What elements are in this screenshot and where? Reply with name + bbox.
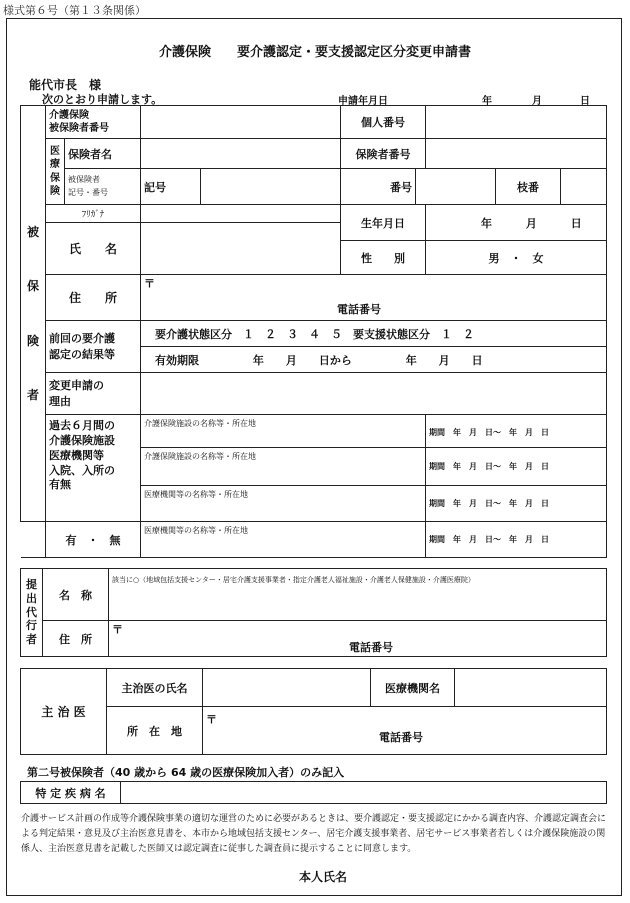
application-date-day: 日 [580,96,590,107]
insured-number-field[interactable] [141,106,341,139]
doctor-table [20,668,607,755]
number-label: 番号 [341,169,416,205]
agent-address-field[interactable]: 〒 電話番号 [109,621,607,657]
form-title: 介護保険 要介護認定・要支援認定区分変更申請書 [158,45,471,60]
insurer-number-field[interactable] [426,139,607,169]
agent-name-label: 名 称 [43,569,109,621]
agent-name-field[interactable]: 該当に○（地域包括支援センター・居宅介護支援事業者・指定介護老人福祉施設・介護老人保健施設・介護医療院） [109,569,607,621]
second-insured-heading: 第二号被保険者（40 歳から 64 歳の医療保険加入者）のみ記入 [27,766,345,779]
doctor-name-label: 主治医の氏名 [107,669,203,707]
sex-options[interactable]: 男 ・ 女 [426,241,607,275]
application-date-year: 年 [482,96,492,107]
symbol-label: 記号 [141,169,201,205]
insurer-number-label: 保険者番号 [341,139,426,169]
name-label: 氏 名 [46,223,141,275]
consent-text: 介護サービス計画の作成等介護保険事業の適切な運営のために必要があるときは、要介護認定・要支援認定にかかる調査内容、介護認定調査会による判定結果・意見及び主治医意見書を、本市から地域包括支援センター、居宅介護支援事業者、居宅サービス事業者若しくは介護保険施設の関係人、主治医意見書を記載した医師又は認定調査に従事した調査員に提示することに同意します。 [21,814,607,854]
doctor-section-label: 主 治 医 [21,669,107,755]
prev-result-label: 前回の要介護 認定の結果等 [46,321,141,373]
facility-period-3[interactable]: 期間 年 月 日～ 年 月 日 [426,486,607,522]
agent-table [20,568,607,657]
agent-section-label: 提 出 代 行 者 [21,569,43,657]
name-field[interactable] [141,223,341,275]
doctor-name-field[interactable] [203,669,371,707]
medical-insurance-label: 医 療 保 険 [46,139,65,205]
agent-address-label: 住 所 [43,621,109,657]
insured-section-label: 被 保 険 者 [21,106,46,522]
intro-text: 次のとおり申請します。 [42,93,163,106]
facility-period-1[interactable]: 期間 年 月 日～ 年 月 日 [426,415,607,448]
card-label: 被保険者 記号・番号 [65,169,141,205]
insurer-name-field[interactable] [141,139,341,169]
address-label: 住 所 [46,275,141,321]
personal-number-label: 個人番号 [341,106,426,139]
sex-label: 性 別 [341,241,426,275]
facility-period-4[interactable]: 期間 年 月 日～ 年 月 日 [426,522,607,558]
insured-table [20,105,607,558]
furigana-field[interactable] [141,205,341,223]
doctor-location-label: 所 在 地 [107,707,203,755]
doctor-location-field[interactable]: 〒 電話番号 [203,707,607,755]
institution-label: 医療機関名 [371,669,455,707]
disease-field[interactable] [121,782,607,804]
address-field[interactable]: 〒 電話番号 [141,275,607,321]
branch-label: 枝番 [496,169,561,205]
disease-table [20,781,607,804]
valid-period-field[interactable]: 有効期限 年 月 日から 年 月 日 [141,347,607,373]
furigana-label: ﾌﾘｶﾞﾅ [46,205,141,223]
facility-row-2[interactable]: 介護保険施設の名称等・所在地 [141,448,426,486]
signature-label: 本人氏名 [299,870,348,884]
form-number: 様式第６号（第１３条関係） [3,4,146,17]
addressee: 能代市長 様 [29,78,102,92]
number-field[interactable] [416,169,496,205]
disease-label: 特 定 疾 病 名 [21,782,121,804]
insurer-name-label: 保険者名 [65,139,141,169]
personal-number-field[interactable] [426,106,607,139]
branch-field[interactable] [561,169,607,205]
facility-row-1[interactable]: 介護保険施設の名称等・所在地 [141,415,426,448]
change-reason-field[interactable] [141,373,607,415]
change-reason-label: 変更申請の 理由 [46,373,141,415]
application-date-month: 月 [532,96,542,107]
facility-row-3[interactable]: 医療機関等の名称等・所在地 [141,486,426,522]
insured-number-label: 介護保険 被保険者番号 [46,106,141,139]
application-date-label: 申請年月日 [338,96,388,107]
birthdate-label: 生年月日 [341,205,426,241]
symbol-field[interactable] [201,169,341,205]
past-stay-label: 過去６月間の 介護保険施設 医療機関等 入院、入所の 有無 [46,415,141,522]
facility-row-4[interactable]: 医療機関等の名称等・所在地 [141,522,426,558]
birthdate-field[interactable]: 年 月 日 [426,205,607,241]
yes-no-options[interactable]: 有 ・ 無 [46,522,141,558]
care-level-field[interactable]: 要介護状態区分 １ ２ ３ ４ ５ 要支援状態区分 １ ２ [141,321,607,347]
facility-period-2[interactable]: 期間 年 月 日～ 年 月 日 [426,448,607,486]
institution-field[interactable] [455,669,607,707]
